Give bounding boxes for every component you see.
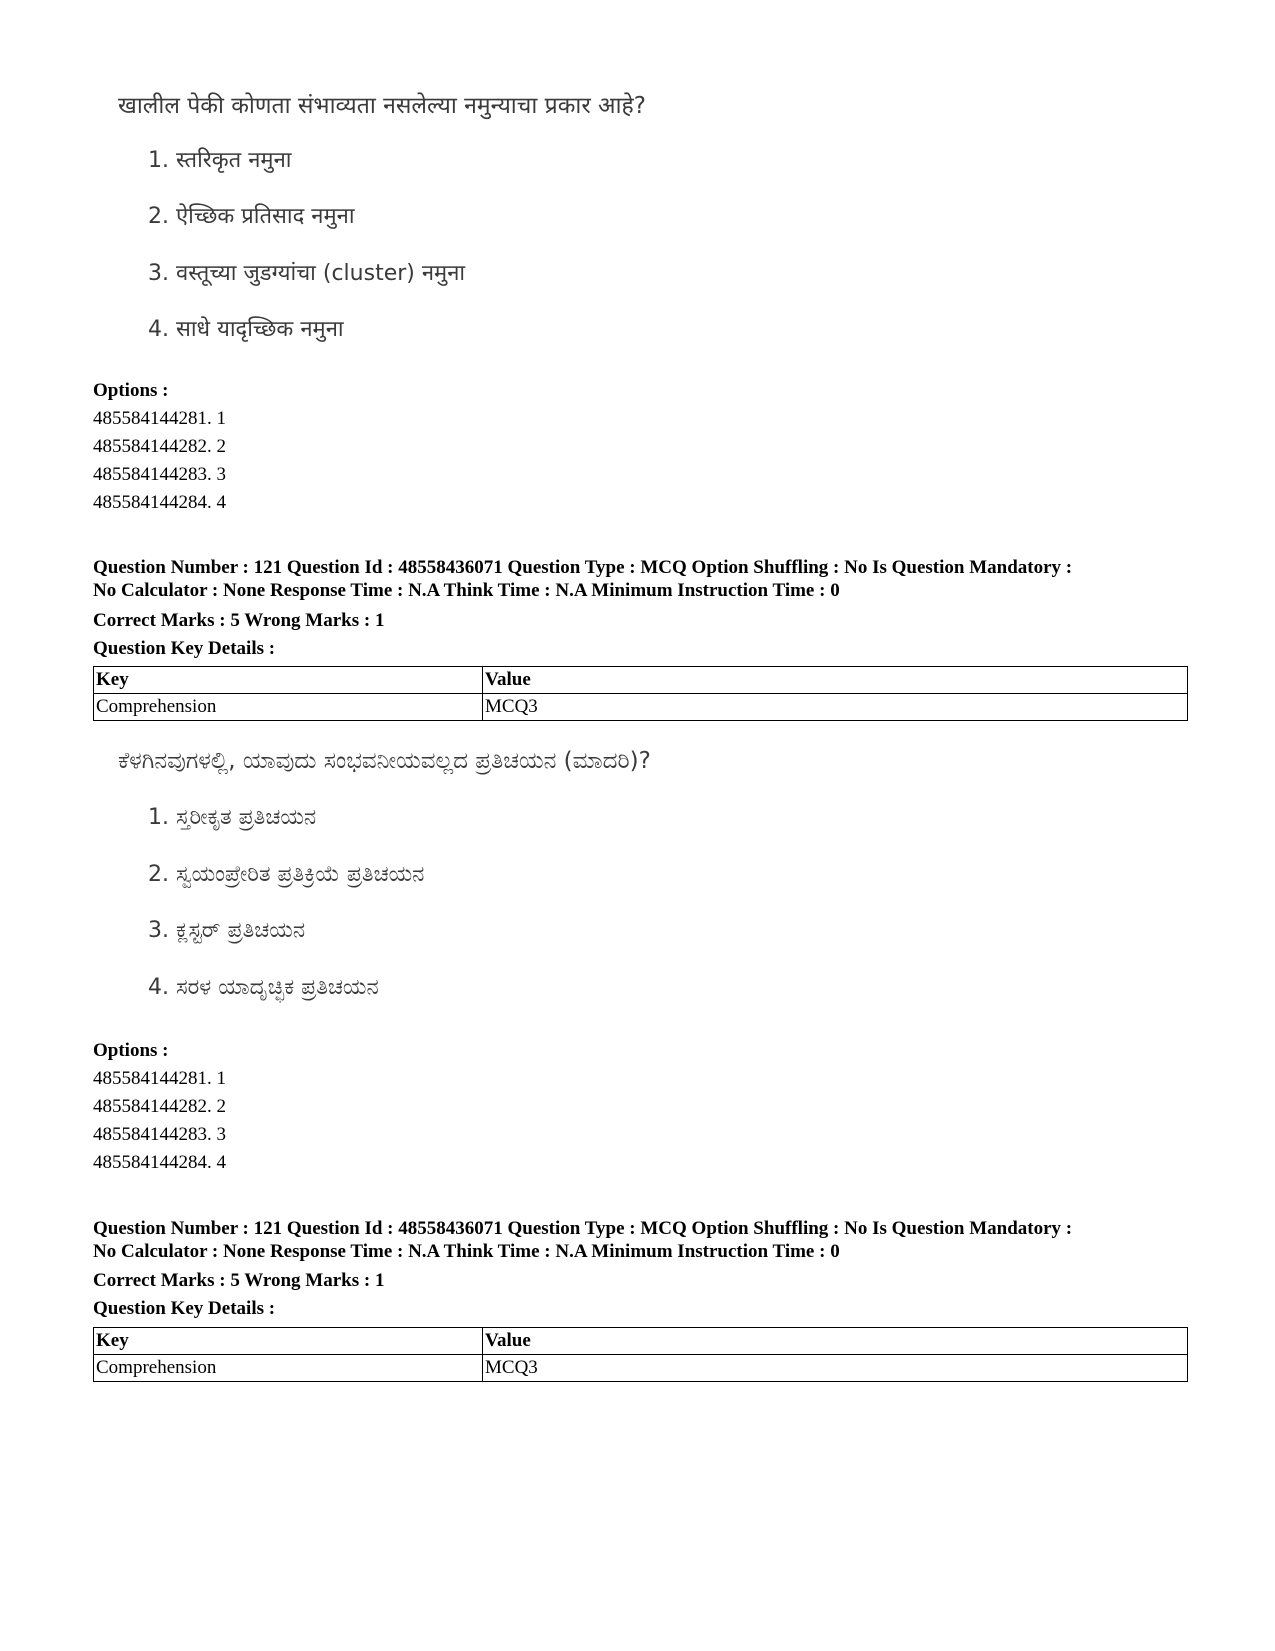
- table-row: [94, 1355, 1188, 1382]
- table-header-key: Key: [94, 1328, 483, 1355]
- table-cell-key: Comprehension: [94, 694, 483, 721]
- option-item: 485584144282. 2: [93, 1096, 226, 1117]
- question-option: 3. वस्तूच्या जुडग्यांचा (cluster) नमुना: [148, 261, 466, 286]
- question-meta-line: Question Number : 121 Question Id : 48558436071 Question Type : MCQ Option Shuffling : No Is Question Mandatory :: [93, 1218, 1073, 1239]
- key-details-label: Question Key Details :: [93, 638, 276, 659]
- question-meta-line: Question Number : 121 Question Id : 48558436071 Question Type : MCQ Option Shuffling : No Is Question Mandatory :: [93, 557, 1073, 578]
- table-header-row: [94, 667, 1188, 694]
- option-item: 485584144281. 1: [93, 1068, 226, 1089]
- question-text: ಕೆಳಗಿನವುಗಳಲ್ಲಿ, ಯಾವುದು ಸಂಭವನೀಯವಲ್ಲದ ಪ್ರತಿಚಯನ (ಮಾದರಿ)?: [118, 748, 651, 774]
- question-meta-line: No Calculator : None Response Time : N.A Think Time : N.A Minimum Instruction Time : 0: [93, 1241, 840, 1262]
- table-header-value: Value: [483, 1328, 1188, 1355]
- options-label: Options :: [93, 1040, 169, 1061]
- option-item: 485584144282. 2: [93, 436, 226, 457]
- table-header-row: [94, 1328, 1188, 1355]
- option-item: 485584144281. 1: [93, 408, 226, 429]
- question-meta: [93, 556, 1203, 602]
- question-meta-line: No Calculator : None Response Time : N.A Think Time : N.A Minimum Instruction Time : 0: [93, 580, 840, 601]
- question-option: 3. ಕ್ಲಸ್ಟರ್ ಪ್ರತಿಚಯನ: [148, 918, 306, 943]
- option-item: 485584144284. 4: [93, 1152, 226, 1173]
- marks-line: Correct Marks : 5 Wrong Marks : 1: [93, 610, 385, 631]
- question-option: 2. ऐच्छिक प्रतिसाद नमुना: [148, 204, 355, 229]
- question-text: खालील पेकी कोणता संभाव्यता नसलेल्या नमुन्याचा प्रकार आहे?: [118, 93, 646, 119]
- key-details-table: [93, 666, 1188, 721]
- key-details-label: Question Key Details :: [93, 1298, 276, 1319]
- question-option: 4. ಸರಳ ಯಾದೃಚ್ಛಿಕ ಪ್ರತಿಚಯನ: [148, 975, 379, 1000]
- table-header-key: Key: [94, 667, 483, 694]
- key-details-table: [93, 1327, 1188, 1382]
- table-cell-value: MCQ3: [483, 694, 1188, 721]
- marks-line: Correct Marks : 5 Wrong Marks : 1: [93, 1270, 385, 1291]
- table-row: [94, 694, 1188, 721]
- option-item: 485584144283. 3: [93, 464, 226, 485]
- question-option: 2. ಸ್ವಯಂಪ್ರೇರಿತ ಪ್ರತಿಕ್ರಿಯೆ ಪ್ರತಿಚಯನ: [148, 862, 425, 887]
- question-option: 4. साधे यादृच्छिक नमुना: [148, 317, 344, 342]
- option-item: 485584144284. 4: [93, 492, 226, 513]
- options-label: Options :: [93, 380, 169, 401]
- question-meta: [93, 1217, 1203, 1263]
- table-cell-key: Comprehension: [94, 1355, 483, 1382]
- table-header-value: Value: [483, 667, 1188, 694]
- question-option: 1. स्तरिकृत नमुना: [148, 148, 292, 173]
- table-cell-value: MCQ3: [483, 1355, 1188, 1382]
- option-item: 485584144283. 3: [93, 1124, 226, 1145]
- question-option: 1. ಸ್ತರೀಕೃತ ಪ್ರತಿಚಯನ: [148, 805, 317, 830]
